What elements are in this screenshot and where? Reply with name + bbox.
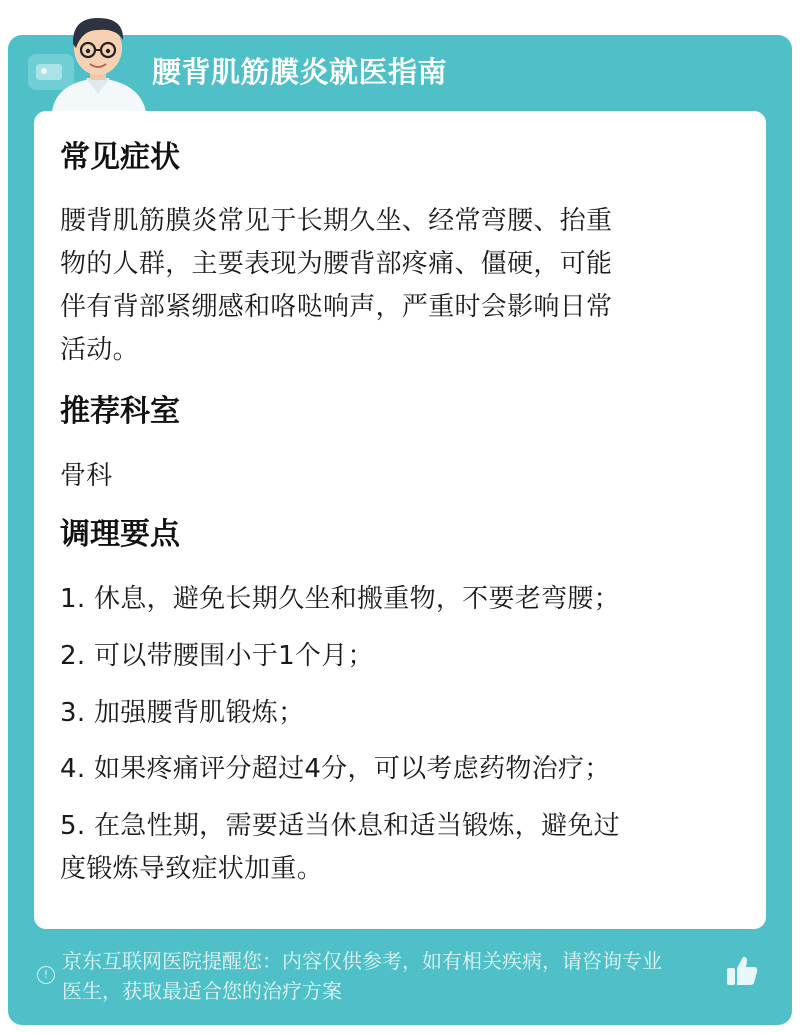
care-item [60, 748, 740, 791]
disclaimer-line: 医生，获取最适合您的治疗方案 [62, 979, 342, 1003]
doctor-avatar [46, 10, 150, 112]
care-item-line: 1. 休息，避免长期久坐和搬重物，不要老弯腰； [60, 584, 620, 614]
care-item-line: 3. 加强腰背肌锻炼； [60, 698, 305, 728]
care-item [60, 635, 740, 678]
care-item-line: 2. 可以带腰围小于1个月； [60, 641, 374, 671]
info-icon: ! [37, 966, 55, 984]
symptoms-line: 伴有背部紧绷感和咯哒响声，严重时会影响日常 [60, 292, 613, 322]
care-item-line: 度锻炼导致症状加重。 [60, 854, 324, 884]
department-value: 骨科 [60, 461, 113, 491]
department-heading: 推荐科室 [60, 394, 180, 429]
symptoms-line: 活动。 [60, 335, 139, 365]
page-title: 腰背肌筋膜炎就医指南 [152, 55, 448, 89]
care-item-line: 5. 在急性期，需要适当休息和适当锻炼，避免过 [60, 811, 620, 841]
care-item [60, 692, 740, 735]
symptoms-heading: 常见症状 [60, 140, 180, 175]
care-item-line: 4. 如果疼痛评分超过4分，可以考虑药物治疗； [60, 754, 611, 784]
disclaimer-line: 京东互联网医院提醒您：内容仅供参考，如有相关疾病，请咨询专业 [62, 949, 662, 973]
symptoms-line: 腰背肌筋膜炎常见于长期久坐、经常弯腰、抬重 [60, 206, 613, 236]
care-item [60, 805, 740, 891]
care-heading: 调理要点 [60, 517, 180, 552]
symptoms-line: 物的人群，主要表现为腰背部疼痛、僵硬，可能 [60, 249, 613, 279]
care-item [60, 578, 740, 621]
symptoms-text [60, 200, 730, 372]
disclaimer-text [62, 946, 732, 1006]
thumbs-up-icon[interactable] [724, 953, 760, 989]
